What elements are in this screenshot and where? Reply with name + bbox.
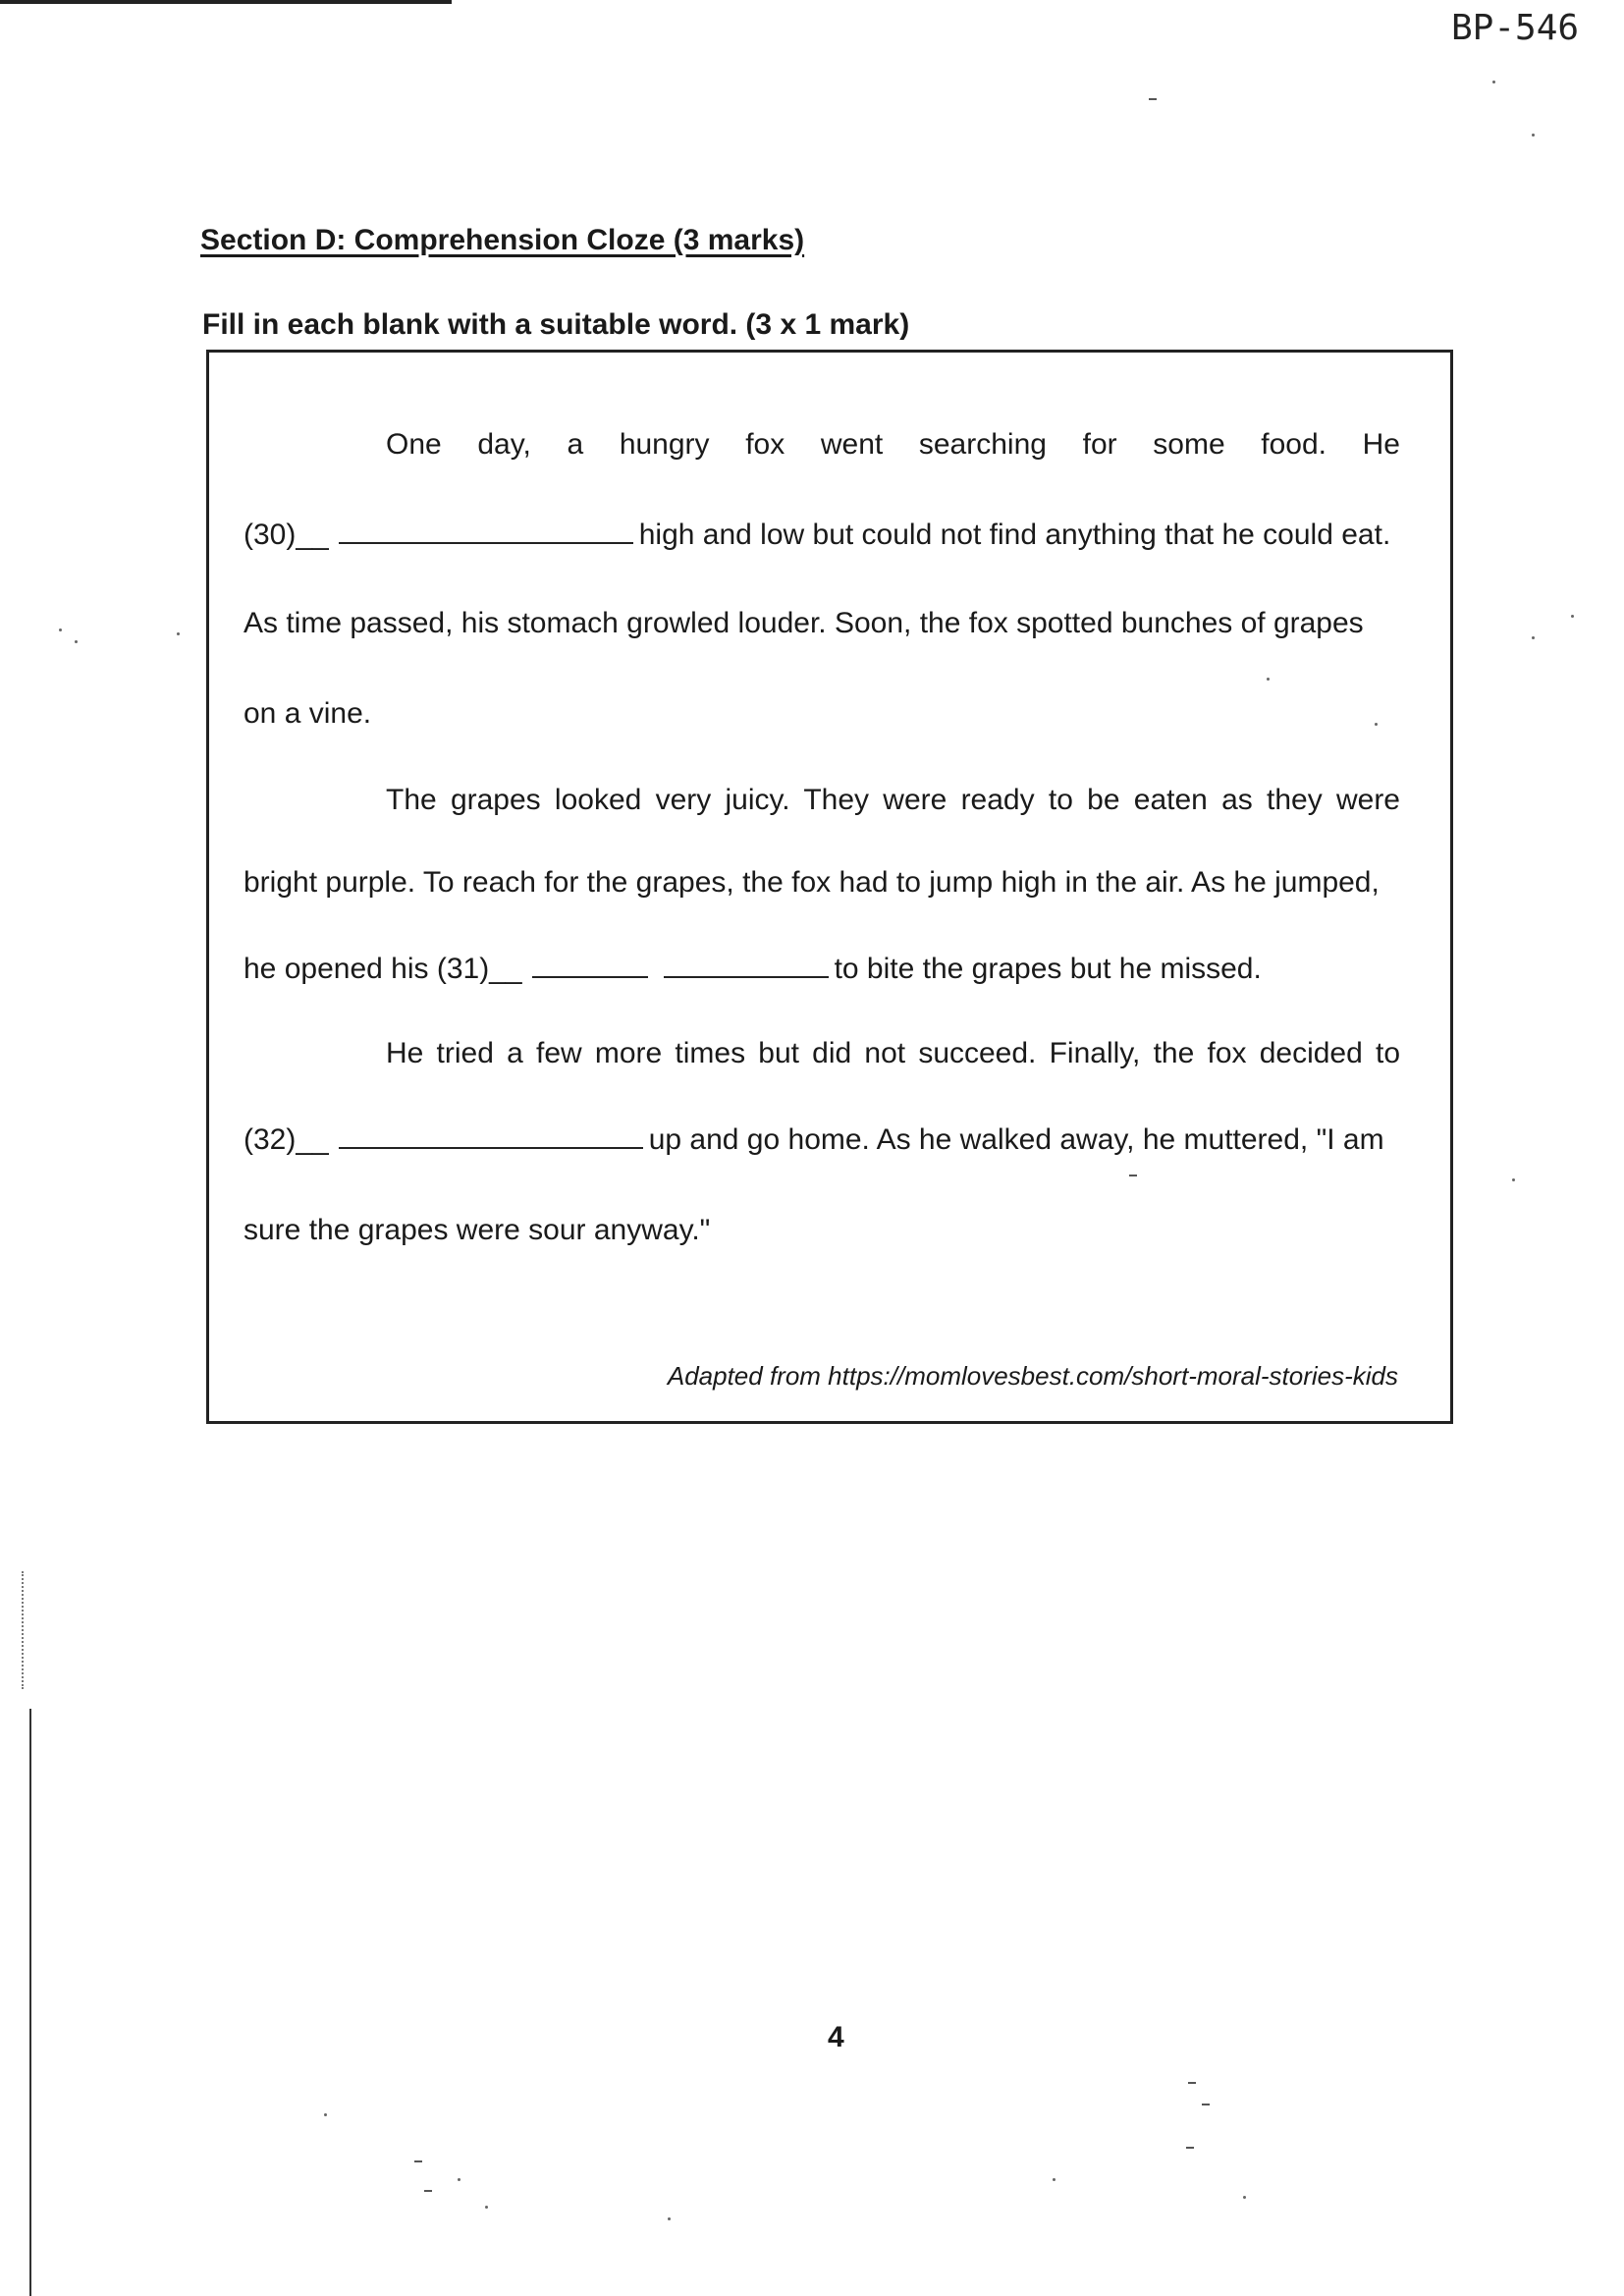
- passage-line-blank-30: [244, 519, 1400, 552]
- passage-line: As time passed, his stomach growled louder. Soon, the fox spotted bunches of grapes: [244, 607, 1364, 639]
- passage-line-blank-32: [244, 1123, 1400, 1157]
- scan-speck: [1129, 1175, 1137, 1176]
- scan-speck: [1571, 615, 1574, 618]
- answer-blank-30[interactable]: [339, 519, 633, 544]
- scan-speck: [1375, 723, 1378, 726]
- passage-line: sure the grapes were sour anyway.": [244, 1214, 711, 1246]
- scan-edge-line: [29, 1709, 31, 2296]
- instruction: Fill in each blank with a suitable word. (3 x 1 mark): [202, 308, 910, 341]
- passage-text: to bite the grapes but he missed.: [834, 953, 1262, 985]
- section-title: Section D: Comprehension Cloze (3 marks): [200, 224, 805, 256]
- scan-speck: [75, 640, 78, 643]
- blank-number-32: (32)__: [244, 1123, 329, 1156]
- passage-line: The grapes looked very juicy. They were ready to be eaten as they were: [386, 784, 1400, 816]
- scan-speck: [1188, 2082, 1196, 2084]
- scan-speck: [1243, 2196, 1246, 2199]
- scan-speck: [1149, 98, 1157, 100]
- answer-blank-31[interactable]: [664, 953, 829, 978]
- scan-speck: [1267, 678, 1270, 681]
- passage-line: One day, a hungry fox went searching for some food. He: [386, 428, 1400, 461]
- scan-speck: [1532, 134, 1535, 137]
- scan-speck: [668, 2217, 671, 2220]
- passage-line: bright purple. To reach for the grapes, the fox had to jump high in the air. As he jumped,: [244, 866, 1380, 899]
- scan-speck: [177, 632, 180, 635]
- scan-speck: [1532, 636, 1535, 639]
- paper-code: BP-546: [1451, 8, 1580, 48]
- scan-speck: [59, 629, 62, 631]
- scan-speck: [414, 2160, 422, 2162]
- passage-line-blank-31: [244, 953, 1400, 986]
- blank-number-31: he opened his (31)__: [244, 953, 522, 985]
- source-attribution: Adapted from https://momlovesbest.com/short-moral-stories-kids: [667, 1361, 1398, 1391]
- page-number: 4: [828, 2021, 844, 2053]
- passage-text: high and low but could not find anything that he could eat.: [638, 519, 1391, 551]
- scan-speck: [1053, 2178, 1056, 2181]
- passage-line: on a vine.: [244, 697, 372, 730]
- scan-speck: [1512, 1178, 1515, 1181]
- passage-text: up and go home. As he walked away, he muttered, "I am: [648, 1123, 1384, 1156]
- scan-speck: [324, 2113, 327, 2116]
- scan-speck: [1186, 2147, 1194, 2149]
- scan-speck: [424, 2190, 432, 2192]
- scan-speck: [485, 2206, 488, 2209]
- scan-edge-line: [22, 1571, 24, 1689]
- scan-edge-line: [0, 0, 452, 4]
- answer-blank-32[interactable]: [339, 1123, 643, 1149]
- blank-number-30: (30)__: [244, 519, 329, 551]
- scan-speck: [1492, 81, 1495, 83]
- scan-speck: [458, 2178, 460, 2181]
- answer-blank-31[interactable]: [532, 953, 648, 978]
- scan-speck: [1202, 2104, 1210, 2105]
- passage-line: He tried a few more times but did not succeed. Finally, the fox decided to: [386, 1037, 1400, 1069]
